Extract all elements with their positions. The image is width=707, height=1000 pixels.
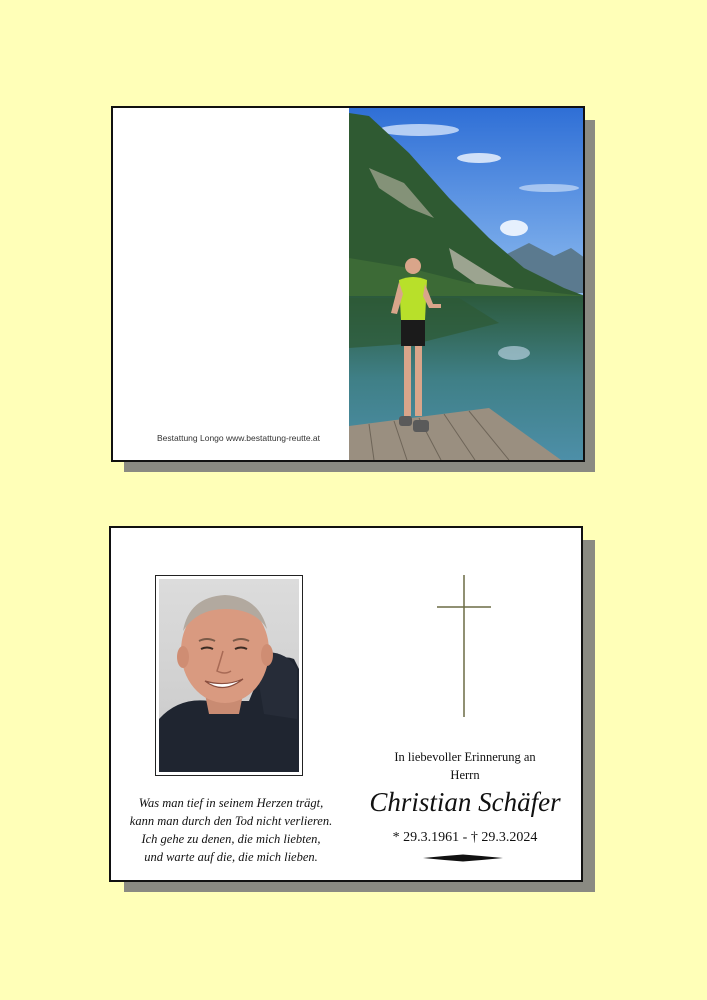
life-dates: * 29.3.1961 - † 29.3.2024 bbox=[392, 830, 538, 845]
funeral-home-imprint: Bestattung Longo www.bestattung-reutte.at bbox=[157, 433, 321, 443]
poem-line: Ich gehe zu denen, die mich liebten, bbox=[141, 832, 321, 846]
poem-line: kann man durch den Tod nicht verlieren. bbox=[129, 814, 333, 828]
remembrance-intro bbox=[347, 748, 583, 784]
lake-mountain-photo bbox=[349, 108, 585, 460]
card-outer-back-page bbox=[113, 108, 349, 460]
card-outer bbox=[111, 106, 585, 462]
card-inner bbox=[109, 526, 583, 882]
deceased-name: Christian Schäfer bbox=[369, 787, 561, 817]
cross-icon bbox=[437, 575, 491, 717]
portrait-photo bbox=[159, 579, 299, 772]
memorial-poem bbox=[111, 794, 351, 866]
ornament-divider-icon bbox=[423, 854, 503, 862]
poem-line: Was man tief in seinem Herzen trägt, bbox=[138, 796, 324, 810]
intro-line-title: Herrn bbox=[450, 768, 480, 782]
portrait-frame bbox=[155, 575, 303, 776]
poem-line: und warte auf die, die mich lieben. bbox=[144, 850, 318, 864]
intro-line: In liebevoller Erinnerung an bbox=[394, 750, 536, 764]
